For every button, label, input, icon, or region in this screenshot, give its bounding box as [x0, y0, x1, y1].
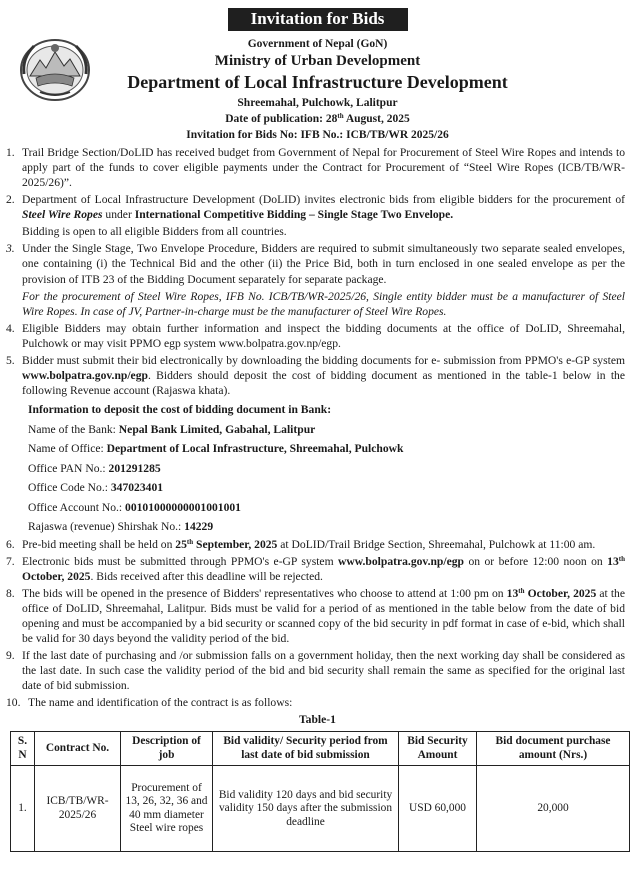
clause-5: 5. Bidder must submit their bid electronically by downloading the bidding documents for e- submission from PPMO's e-GP system www.bolpatra.gov.np/egp. Bidders should deposit the cost of bidding document as mentioned in the table-1 below in the following Revenue account (Rajaswa khata). [6, 353, 625, 397]
notice-clauses [6, 145, 629, 710]
bank-info-heading: Information to deposit the cost of bidding document in Bank: [28, 403, 332, 416]
ministry-name: Ministry of Urban Development [214, 53, 421, 69]
ifb-number: Invitation for Bids No: IFB No.: ICB/TB/WR 2025/26 [186, 129, 449, 141]
table-row [11, 766, 630, 852]
cell-contract: ICB/TB/WR-2025/26 [35, 766, 121, 852]
nepal-emblem-icon [18, 34, 92, 104]
cell-security: USD 60,000 [399, 766, 477, 852]
clause-8: 8. The bids will be opened in the presence of Bidders' representatives who choose to attend at 1:00 pm on 13th October, 2025 at the office of DoLID, Shreemahal, Lalitpur. Bids must be valid for a period of as mentioned in the table below from the date of bid opening and must be accompanied by a bid security or scanned copy of the bid security in pdf format in case of e-bid, which shall be valid for 30 days beyond the validity period of the bid. [6, 586, 625, 645]
clause-7: 7. Electronic bids must be submitted through PPMO's e-GP system www.bolpatra.gov.np/egp on or before 12:00 noon on 13th October, 2025. Bids received after this deadline will be rejected. [6, 554, 625, 583]
clause-6: 6. Pre-bid meeting shall be held on 25th September, 2025 at DoLID/Trail Bridge Section, Shreemahal, Pulchowk at 11:00 am. [6, 537, 596, 551]
table-header-row [11, 732, 630, 766]
department-name: Department of Local Infrastructure Development [127, 72, 508, 92]
bank-info [6, 400, 629, 537]
header-validity: Bid validity/ Security period from last date of bid submission [213, 732, 399, 766]
table-caption: Table-1 [299, 713, 336, 727]
office-pan-row: Office PAN No.: 201291285 [28, 461, 161, 475]
shirshak-row: Rajaswa (revenue) Shirshak No.: 14229 [28, 520, 214, 533]
cell-validity: Bid validity 120 days and bid security validity 150 days after the submission deadline [213, 766, 399, 852]
publication-date: Date of publication: 28th August, 2025 [225, 112, 410, 125]
office-account-row: Office Account No.: 00101000000001001001 [28, 500, 241, 514]
clause-3: 3. Under the Single Stage, Two Envelope Procedure, Bidders are required to submit simultaneously two separate sealed envelopes, one containing (i) the Technical Bid and the other (ii) the Price Bid, both in turn enclosed in one sealed envelope as per the provision of ITB 23 of the Bidding Document separately for separate package. For the procurement of Steel Wire Ropes, IFB No. ICB/TB/WR-2025/26, Single entity bidder must be a manufacturer of Steel Wire Ropes. In case of JV, Partner-in-charge must be the manufacturer of Steel Wire Ropes. [6, 242, 625, 318]
office-code-row: Office Code No.: 347023401 [28, 481, 164, 494]
clause-9: 9. If the last date of purchasing and /or submission falls on a government holiday, then the next working day shall be considered as the last date. In such case the validity period of the bid and bid security shall remain the same as specified for the original last date of bid submission. [6, 648, 625, 693]
clause-4: 4. Eligible Bidders may obtain further information and inspect the bidding documents at the office of DoLID, Shreemahal, Pulchowk or may visit PPMO egp system www.bolpatra.gov.np/egp. [6, 321, 625, 350]
header-contract: Contract No. [35, 732, 121, 766]
government-name: Government of Nepal (GoN) [247, 38, 388, 50]
header-security: Bid Security Amount [399, 732, 477, 766]
clause-2: 2. Department of Local Infrastructure Development (DoLID) invites electronic bids from eligible bidders for the procurement of Steel Wire Ropes under International Competitive Bidding – Single Stage Two Envelope. Bidding is open to all eligible Bidders from all countries. [6, 193, 625, 239]
cell-description: Procurement of 13, 26, 32, 36 and 40 mm diameter Steel wire ropes [121, 766, 213, 852]
clause-10: 10. The name and identification of the contract is as follows: [6, 696, 293, 710]
header-purchase: Bid document purchase amount (Nrs.) [477, 732, 630, 766]
office-name-row: Name of Office: Department of Local Infrastructure, Shreemahal, Pulchowk [28, 442, 404, 455]
notice-banner: Invitation for Bids [228, 8, 408, 31]
bank-name-row: Name of the Bank: Nepal Bank Limited, Gabahal, Lalitpur [28, 422, 316, 436]
header-description: Description of job [121, 732, 213, 766]
notice-header [6, 37, 629, 143]
cell-purchase: 20,000 [477, 766, 630, 852]
department-address: Shreemahal, Pulchowk, Lalitpur [237, 97, 398, 109]
clause-1: 1. Trail Bridge Section/DoLID has received budget from Government of Nepal for Procurement of Steel Wire Ropes and intends to apply part of the funds to cover eligible payments under the Contract for Procurement of “Steel Wire Ropes (ICB/TB/WR- 2025/26)”. [6, 146, 625, 190]
contract-table [10, 731, 630, 852]
header-sn: S. N [11, 732, 35, 766]
cell-sn: 1. [11, 766, 35, 852]
